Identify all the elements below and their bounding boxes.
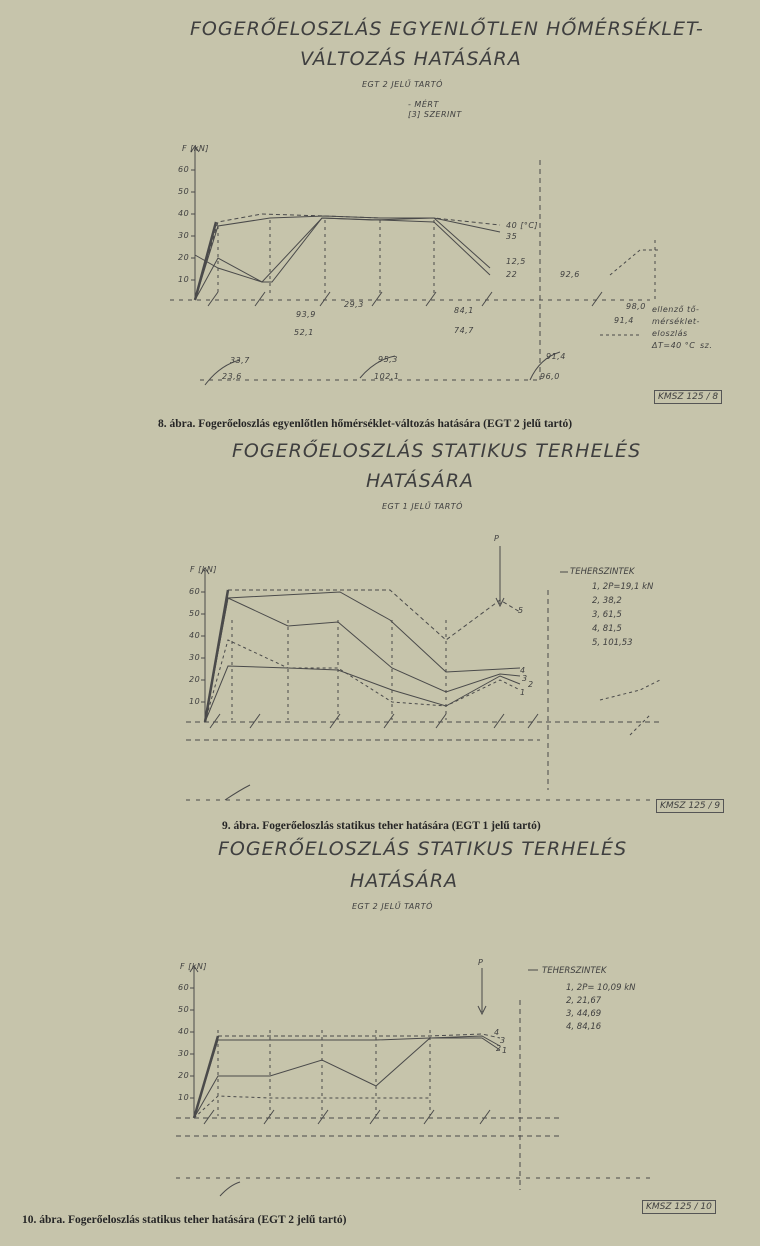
figure10-level: 4, 84,16	[566, 1022, 602, 1032]
figure10-title-line2: HATÁSÁRA	[350, 870, 459, 892]
figure10-curve-number-1: 1	[502, 1046, 508, 1055]
figure10-y-tick-20: 20	[178, 1071, 190, 1080]
figure8-y-tick-50: 50	[178, 187, 190, 196]
figure8-span-label: 33,7	[230, 356, 250, 365]
figure10-y-tick-10: 10	[178, 1093, 190, 1102]
figure8-span-label: 91,4	[614, 316, 634, 325]
figure10-y-tick-50: 50	[178, 1005, 190, 1014]
figure10-y-tick-40: 40	[178, 1027, 190, 1036]
figure8-span-label: 96,0	[540, 372, 560, 381]
figure9-y-tick-40: 40	[189, 631, 201, 640]
figure8-temp-note: mérséklet-	[652, 317, 700, 326]
figure9-y-tick-10: 10	[189, 697, 201, 706]
figure9-level: 1, 2P=19,1 kN	[592, 582, 654, 592]
figure9-curve-number-4: 4	[520, 666, 526, 675]
figure8-curve-label-22: 22	[506, 270, 518, 279]
figure8-span-label: 102,1	[374, 372, 400, 381]
figure8-span-label: 52,1	[294, 328, 314, 337]
figure8-legend-line1: - MÉRT	[408, 100, 439, 109]
figure10-legend-title: TEHERSZINTEK	[542, 966, 607, 976]
figure10-y-axis-label: F [kN]	[180, 962, 208, 971]
figure9-load-label: P	[494, 534, 500, 543]
figure9-level: 5, 101,53	[592, 638, 633, 648]
figure10-y-tick-60: 60	[178, 983, 190, 992]
figure9-curve-number-2: 2	[528, 680, 534, 689]
figure8-curve-label-35: 35	[506, 232, 518, 241]
figure8-stamp: KMSZ 125 / 8	[654, 390, 722, 404]
figure8-y-tick-10: 10	[178, 275, 190, 284]
figure9-curve-number-5: 5	[518, 606, 524, 615]
figure10-curve-3	[194, 1036, 500, 1118]
figure9-title-line2: HATÁSÁRA	[366, 470, 475, 492]
figure9-title-line1: FOGERŐELOSZLÁS STATIKUS TERHELÉS	[232, 440, 642, 462]
figure9-legend-title: TEHERSZINTEK	[570, 567, 635, 577]
figure8-span-label: 95,3	[378, 355, 398, 364]
figure9-subtitle: EGT 1 JELŰ TARTÓ	[382, 502, 463, 511]
figure8-curve-label-40: 40 [°C]	[506, 221, 539, 230]
figure10-caption: 10. ábra. Fogerőeloszlás statikus teher hatására (EGT 2 jelű tartó)	[22, 1214, 347, 1226]
figure10-subtitle: EGT 2 JELŰ TARTÓ	[352, 902, 433, 911]
figure8-span-label: 29,3	[344, 300, 364, 309]
figure8-y-tick-20: 20	[178, 253, 190, 262]
figure10-level: 1, 2P= 10,09 kN	[566, 983, 636, 993]
figure8-legend-line2: [3] SZERINT	[408, 110, 462, 119]
figure8-temp-note: sz.	[700, 341, 713, 350]
figure10-curve-number-2: 2	[496, 1044, 502, 1053]
figure8-caption: 8. ábra. Fogerőeloszlás egyenlőtlen hőmérséklet-változás hatására (EGT 2 jelű tartó)	[158, 418, 573, 430]
figure8-span-label: 98,0	[626, 302, 646, 311]
figure10-y-tick-30: 30	[178, 1049, 190, 1058]
figure8-span-label: 84,1	[454, 306, 474, 315]
figure10-level: 2, 21,67	[566, 996, 602, 1006]
figure8-y-tick-30: 30	[178, 231, 190, 240]
figure8-span-label: 74,7	[454, 326, 474, 335]
figure9-curve-number-3: 3	[522, 674, 528, 683]
figure10-curve-1	[194, 1096, 430, 1118]
figure9-y-tick-50: 50	[189, 609, 201, 618]
figure9-y-axis-label: F [kN]	[190, 565, 218, 574]
figure8-temp-note: ellenző tő-	[652, 305, 700, 314]
figure8-span-label: 93,9	[296, 310, 316, 319]
figure9-curve-number-1: 1	[520, 688, 526, 697]
figure9-caption: 9. ábra. Fogerőeloszlás statikus teher hatására (EGT 1 jelű tartó)	[222, 820, 541, 832]
figure8-span-label: 92,6	[560, 270, 580, 279]
figure8-temp-note: ΔT=40 °C	[652, 341, 696, 350]
figure10-title-line1: FOGERŐELOSZLÁS STATIKUS TERHELÉS	[218, 838, 628, 860]
figure8-y-axis-label: F [kN]	[182, 144, 210, 153]
figure9-y-tick-30: 30	[189, 653, 201, 662]
figure10-curve-2	[194, 1038, 500, 1118]
figure8-title-line1: FOGERŐELOSZLÁS EGYENLŐTLEN HŐMÉRSÉKLET-	[190, 18, 704, 40]
figure8-curve-label-12: 12,5	[506, 257, 526, 266]
figure10-curve-number-3: 3	[500, 1036, 506, 1045]
figure8-span-label: 91,4	[546, 352, 566, 361]
figure9-stamp: KMSZ 125 / 9	[656, 799, 724, 813]
figure8-temp-note: eloszlás	[652, 329, 688, 338]
figure10-load-label: P	[478, 958, 484, 967]
figure9-level: 4, 81,5	[592, 624, 622, 634]
figure9-y-tick-60: 60	[189, 587, 201, 596]
figure8-subtitle: EGT 2 JELŰ TARTÓ	[362, 80, 443, 89]
figure9-y-tick-20: 20	[189, 675, 201, 684]
figure8-y-tick-40: 40	[178, 209, 190, 218]
figure10-level: 3, 44,69	[566, 1009, 602, 1019]
figure8-span-label: 23,6	[222, 372, 242, 381]
figure10-stamp: KMSZ 125 / 10	[642, 1200, 716, 1214]
figure10-curve-number-4: 4	[494, 1028, 500, 1037]
figure8-title-line2: VÁLTOZÁS HATÁSÁRA	[300, 48, 522, 70]
figure9-level: 3, 61,5	[592, 610, 622, 620]
figure9-level: 2, 38,2	[592, 596, 622, 606]
figure8-y-tick-60: 60	[178, 165, 190, 174]
